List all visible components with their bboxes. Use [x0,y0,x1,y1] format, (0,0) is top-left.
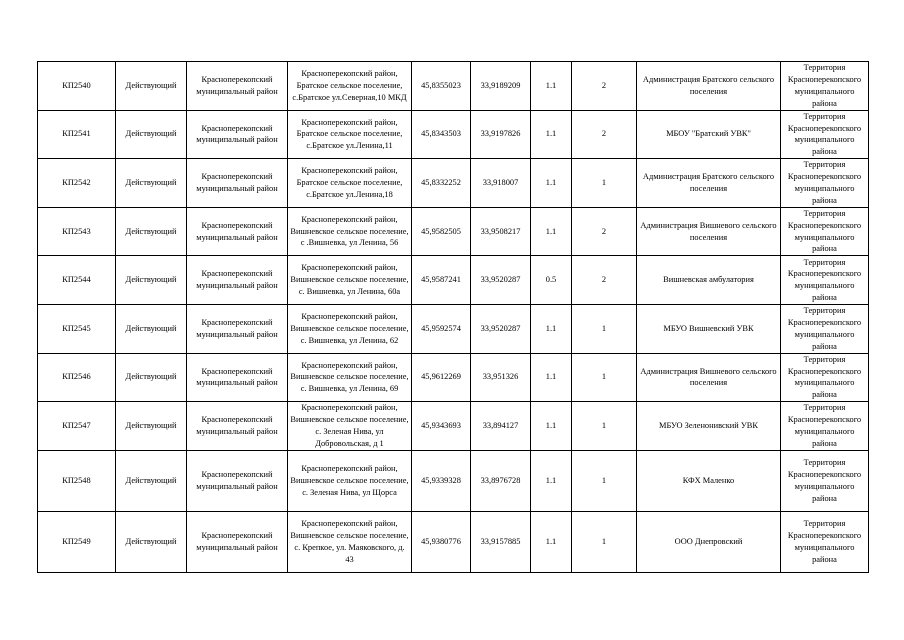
cell-address: Красноперекопский район, Вишневское сельское поселение, с. Вишневка, ул Ленина, 62 [288,304,412,353]
cell-address: Красноперекопский район, Братское сельское поселение, с.Братское ул.Ленина,11 [288,110,412,159]
cell-longitude: 33,9520287 [471,256,531,305]
cell-status: Действующий [116,110,187,159]
cell-volume: 1.1 [531,159,572,208]
cell-volume: 1.1 [531,304,572,353]
cell-district: Красноперекопский муниципальный район [187,402,288,451]
cell-code: КП2545 [38,304,116,353]
cell-address: Красноперекопский район, Вишневское сельское поселение, с. Зеленая Нива, ул Щорса [288,450,412,511]
collection-points-table [37,61,869,573]
cell-volume: 1.1 [531,450,572,511]
cell-code: КП2540 [38,62,116,111]
table-row [38,304,869,353]
cell-district: Красноперекопский муниципальный район [187,62,288,111]
cell-count: 1 [572,304,637,353]
table-row [38,256,869,305]
cell-status: Действующий [116,159,187,208]
cell-owner: КФХ Маленко [637,450,781,511]
cell-count: 1 [572,450,637,511]
cell-volume: 1.1 [531,511,572,572]
cell-district: Красноперекопский муниципальный район [187,207,288,256]
cell-address: Красноперекопский район, Братское сельское поселение, с.Братское ул.Северная,10 МКД [288,62,412,111]
cell-code: КП2549 [38,511,116,572]
table-row [38,207,869,256]
cell-status: Действующий [116,207,187,256]
cell-code: КП2541 [38,110,116,159]
cell-count: 2 [572,62,637,111]
cell-latitude: 45,8343503 [412,110,471,159]
cell-latitude: 45,9380776 [412,511,471,572]
cell-territory: Территория Красноперекопского муниципального района [781,62,869,111]
cell-status: Действующий [116,511,187,572]
cell-latitude: 45,8355023 [412,62,471,111]
cell-count: 2 [572,207,637,256]
cell-address: Красноперекопский район, Вишневское сельское поселение, с. Вишневка, ул Ленина, 60а [288,256,412,305]
cell-code: КП2547 [38,402,116,451]
cell-volume: 1.1 [531,110,572,159]
cell-count: 2 [572,256,637,305]
cell-owner: Администрация Братского сельского поселения [637,159,781,208]
cell-status: Действующий [116,353,187,402]
cell-volume: 1.1 [531,353,572,402]
cell-code: КП2544 [38,256,116,305]
cell-territory: Территория Красноперекопского муниципального района [781,159,869,208]
cell-count: 1 [572,353,637,402]
cell-code: КП2548 [38,450,116,511]
cell-volume: 1.1 [531,207,572,256]
cell-owner: Администрация Вишневого сельского поселения [637,207,781,256]
cell-address: Красноперекопский район, Вишневское сельское поселение, с. Вишневка, ул Ленина, 69 [288,353,412,402]
table-body [38,62,869,573]
cell-status: Действующий [116,450,187,511]
cell-longitude: 33,9520287 [471,304,531,353]
table-row [38,110,869,159]
cell-volume: 1.1 [531,62,572,111]
cell-address: Красноперекопский район, Вишневское сельское поселение, с .Вишневка, ул Ленина, 56 [288,207,412,256]
cell-district: Красноперекопский муниципальный район [187,304,288,353]
cell-owner: Администрация Вишневого сельского поселения [637,353,781,402]
cell-count: 2 [572,110,637,159]
cell-territory: Территория Красноперекопского муниципального района [781,304,869,353]
cell-status: Действующий [116,62,187,111]
cell-latitude: 45,9339328 [412,450,471,511]
cell-territory: Территория Красноперекопского муниципального района [781,511,869,572]
cell-status: Действующий [116,402,187,451]
cell-count: 1 [572,159,637,208]
cell-latitude: 45,9612269 [412,353,471,402]
cell-code: КП2546 [38,353,116,402]
cell-volume: 0.5 [531,256,572,305]
table-row [38,450,869,511]
cell-address: Красноперекопский район, Вишневское сельское поселение, с. Зеленая Нива, ул Добровольская, д 1 [288,402,412,451]
cell-territory: Территория Красноперекопского муниципального района [781,450,869,511]
cell-code: КП2543 [38,207,116,256]
cell-owner: МБУО Вишневский УВК [637,304,781,353]
cell-count: 1 [572,511,637,572]
table-row [38,353,869,402]
cell-district: Красноперекопский муниципальный район [187,511,288,572]
cell-latitude: 45,9587241 [412,256,471,305]
cell-longitude: 33,894127 [471,402,531,451]
cell-owner: ООО Днепровский [637,511,781,572]
table-row [38,159,869,208]
cell-owner: МБУО Зеленонивский УВК [637,402,781,451]
cell-owner: Администрация Братского сельского поселения [637,62,781,111]
cell-territory: Территория Красноперекопского муниципального района [781,110,869,159]
cell-owner: МБОУ "Братский УВК" [637,110,781,159]
cell-status: Действующий [116,304,187,353]
cell-count: 1 [572,402,637,451]
cell-longitude: 33,9189209 [471,62,531,111]
cell-code: КП2542 [38,159,116,208]
cell-longitude: 33,951326 [471,353,531,402]
cell-district: Красноперекопский муниципальный район [187,353,288,402]
cell-territory: Территория Красноперекопского муниципального района [781,256,869,305]
cell-latitude: 45,9592574 [412,304,471,353]
cell-owner: Вишневская амбулатория [637,256,781,305]
table-row [38,402,869,451]
cell-longitude: 33,918007 [471,159,531,208]
cell-longitude: 33,9197826 [471,110,531,159]
table-row [38,62,869,111]
cell-district: Красноперекопский муниципальный район [187,256,288,305]
table-row [38,511,869,572]
cell-territory: Территория Красноперекопского муниципального района [781,402,869,451]
cell-address: Красноперекопский район, Вишневское сельское поселение, с. Крепкое, ул. Маяковского, д. 43 [288,511,412,572]
cell-territory: Территория Красноперекопского муниципального района [781,207,869,256]
cell-longitude: 33,9157885 [471,511,531,572]
cell-territory: Территория Красноперекопского муниципального района [781,353,869,402]
cell-longitude: 33,9508217 [471,207,531,256]
cell-longitude: 33,8976728 [471,450,531,511]
cell-latitude: 45,8332252 [412,159,471,208]
cell-volume: 1.1 [531,402,572,451]
cell-latitude: 45,9582505 [412,207,471,256]
cell-district: Красноперекопский муниципальный район [187,450,288,511]
cell-address: Красноперекопский район, Братское сельское поселение, с.Братское ул.Ленина,18 [288,159,412,208]
cell-status: Действующий [116,256,187,305]
cell-district: Красноперекопский муниципальный район [187,159,288,208]
cell-latitude: 45,9343693 [412,402,471,451]
cell-district: Красноперекопский муниципальный район [187,110,288,159]
